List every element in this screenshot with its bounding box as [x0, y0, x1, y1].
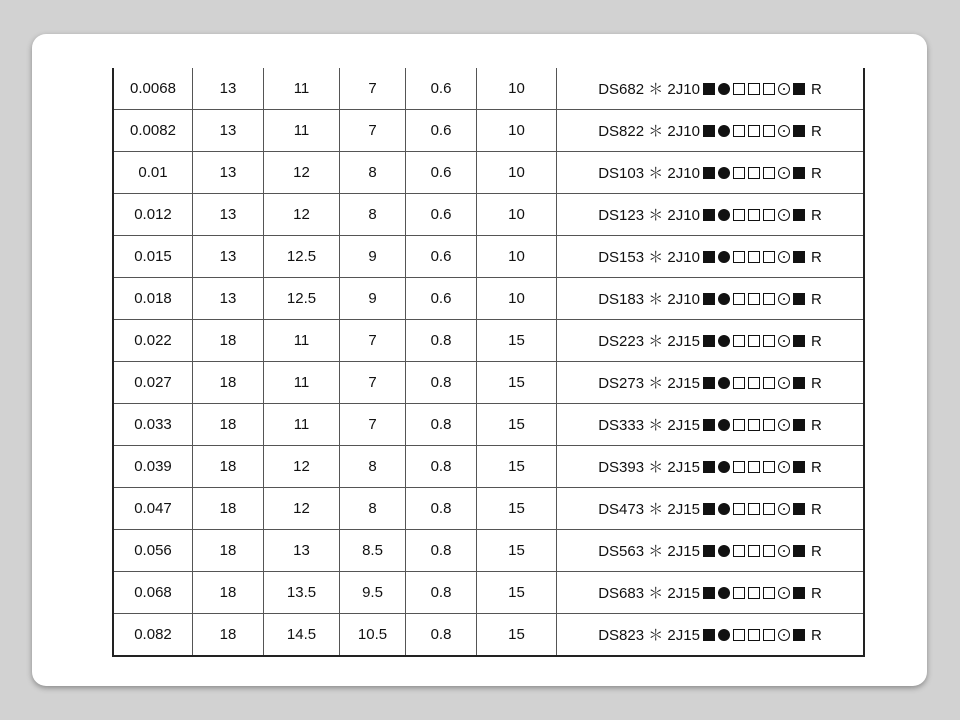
dimension-cell: 13	[264, 530, 340, 572]
dimension-cell: 11	[264, 362, 340, 404]
capacitance-cell: 0.0082	[113, 110, 193, 152]
part-code-cell	[557, 110, 865, 152]
empty-square-icon	[748, 377, 760, 389]
dimension-cell: 11	[264, 110, 340, 152]
part-code-cell	[557, 320, 865, 362]
part-code-text: DS393 ＊ 2J15	[598, 459, 700, 476]
table-row	[113, 236, 864, 278]
part-code-text: DS473 ＊ 2J15	[598, 501, 700, 518]
empty-square-icon	[748, 167, 760, 179]
part-code-suffix: R	[810, 627, 822, 644]
filled-square-icon	[793, 125, 805, 137]
empty-square-icon	[763, 83, 775, 95]
dimension-cell: 10	[477, 278, 557, 320]
empty-square-icon	[763, 167, 775, 179]
table-row	[113, 362, 864, 404]
dotted-circle-icon	[778, 335, 790, 347]
part-code-cell	[557, 278, 865, 320]
dimension-cell: 12.5	[264, 278, 340, 320]
dimension-cell: 12	[264, 446, 340, 488]
part-code-text: DS223 ＊ 2J15	[598, 333, 700, 350]
filled-square-icon	[703, 461, 715, 473]
dimension-cell: 8	[340, 152, 406, 194]
filled-circle-icon	[718, 335, 730, 347]
part-code-text: DS103 ＊ 2J10	[598, 165, 700, 182]
empty-square-icon	[733, 545, 745, 557]
filled-circle-icon	[718, 587, 730, 599]
filled-circle-icon	[718, 461, 730, 473]
dimension-cell: 18	[193, 614, 264, 657]
empty-square-icon	[733, 461, 745, 473]
empty-square-icon	[748, 629, 760, 641]
part-code-suffix: R	[810, 543, 822, 560]
dimension-cell: 10	[477, 152, 557, 194]
part-code-cell	[557, 530, 865, 572]
filled-circle-icon	[718, 629, 730, 641]
part-code-suffix: R	[810, 165, 822, 182]
part-code-text: DS823 ＊ 2J15	[598, 627, 700, 644]
dimension-cell: 7	[340, 320, 406, 362]
dimension-cell: 0.6	[406, 194, 477, 236]
spec-table	[112, 68, 865, 657]
table-row	[113, 320, 864, 362]
dimension-cell: 13	[193, 152, 264, 194]
dimension-cell: 12.5	[264, 236, 340, 278]
part-code-text: DS822 ＊ 2J10	[598, 123, 700, 140]
filled-circle-icon	[718, 377, 730, 389]
dimension-cell: 8	[340, 194, 406, 236]
dotted-circle-icon	[778, 503, 790, 515]
empty-square-icon	[763, 461, 775, 473]
dimension-cell: 0.6	[406, 68, 477, 110]
table-row	[113, 488, 864, 530]
table-row	[113, 152, 864, 194]
empty-square-icon	[763, 209, 775, 221]
empty-square-icon	[763, 251, 775, 263]
filled-circle-icon	[718, 293, 730, 305]
part-code-suffix: R	[810, 585, 822, 602]
dimension-cell: 15	[477, 362, 557, 404]
filled-square-icon	[703, 503, 715, 515]
empty-square-icon	[748, 335, 760, 347]
empty-square-icon	[763, 503, 775, 515]
capacitance-cell: 0.027	[113, 362, 193, 404]
part-code-cell	[557, 236, 865, 278]
part-code-cell	[557, 488, 865, 530]
part-code-cell	[557, 572, 865, 614]
empty-square-icon	[763, 377, 775, 389]
dimension-cell: 0.8	[406, 404, 477, 446]
empty-square-icon	[748, 503, 760, 515]
capacitance-cell: 0.039	[113, 446, 193, 488]
dimension-cell: 13	[193, 194, 264, 236]
dimension-cell: 0.8	[406, 446, 477, 488]
dimension-cell: 0.8	[406, 362, 477, 404]
dimension-cell: 10	[477, 194, 557, 236]
part-code-text: DS682 ＊ 2J10	[598, 81, 700, 98]
filled-square-icon	[703, 209, 715, 221]
filled-square-icon	[793, 461, 805, 473]
capacitance-cell: 0.047	[113, 488, 193, 530]
dotted-circle-icon	[778, 293, 790, 305]
dimension-cell: 13	[193, 68, 264, 110]
filled-circle-icon	[718, 419, 730, 431]
dimension-cell: 0.8	[406, 320, 477, 362]
filled-square-icon	[703, 167, 715, 179]
empty-square-icon	[748, 419, 760, 431]
table-row	[113, 530, 864, 572]
filled-circle-icon	[718, 83, 730, 95]
capacitance-cell: 0.082	[113, 614, 193, 657]
dotted-circle-icon	[778, 251, 790, 263]
empty-square-icon	[733, 629, 745, 641]
dimension-cell: 10	[477, 110, 557, 152]
dotted-circle-icon	[778, 545, 790, 557]
dimension-cell: 8.5	[340, 530, 406, 572]
filled-circle-icon	[718, 209, 730, 221]
table-row	[113, 446, 864, 488]
dimension-cell: 12	[264, 488, 340, 530]
part-code-text: DS153 ＊ 2J10	[598, 249, 700, 266]
dimension-cell: 10	[477, 68, 557, 110]
empty-square-icon	[733, 377, 745, 389]
filled-square-icon	[793, 335, 805, 347]
filled-square-icon	[703, 377, 715, 389]
part-code-text: DS183 ＊ 2J10	[598, 291, 700, 308]
empty-square-icon	[748, 293, 760, 305]
table-row	[113, 194, 864, 236]
part-code-text: DS683 ＊ 2J15	[598, 585, 700, 602]
filled-square-icon	[793, 419, 805, 431]
empty-square-icon	[748, 251, 760, 263]
dotted-circle-icon	[778, 125, 790, 137]
capacitance-cell: 0.01	[113, 152, 193, 194]
empty-square-icon	[763, 335, 775, 347]
dimension-cell: 13.5	[264, 572, 340, 614]
dotted-circle-icon	[778, 83, 790, 95]
empty-square-icon	[748, 587, 760, 599]
part-code-cell	[557, 362, 865, 404]
empty-square-icon	[733, 419, 745, 431]
spec-table-body	[113, 68, 864, 656]
empty-square-icon	[733, 587, 745, 599]
filled-square-icon	[793, 503, 805, 515]
part-code-suffix: R	[810, 459, 822, 476]
dimension-cell: 11	[264, 320, 340, 362]
filled-square-icon	[703, 587, 715, 599]
dimension-cell: 9	[340, 236, 406, 278]
part-code-suffix: R	[810, 81, 822, 98]
dimension-cell: 10	[477, 236, 557, 278]
dimension-cell: 0.6	[406, 152, 477, 194]
filled-square-icon	[703, 545, 715, 557]
filled-square-icon	[793, 587, 805, 599]
filled-circle-icon	[718, 125, 730, 137]
part-code-suffix: R	[810, 333, 822, 350]
capacitance-cell: 0.033	[113, 404, 193, 446]
dimension-cell: 18	[193, 404, 264, 446]
empty-square-icon	[748, 545, 760, 557]
table-row	[113, 278, 864, 320]
part-code-suffix: R	[810, 249, 822, 266]
dimension-cell: 13	[193, 236, 264, 278]
dimension-cell: 18	[193, 572, 264, 614]
part-code-cell	[557, 68, 865, 110]
dimension-cell: 7	[340, 110, 406, 152]
dimension-cell: 15	[477, 446, 557, 488]
empty-square-icon	[733, 251, 745, 263]
empty-square-icon	[733, 335, 745, 347]
dotted-circle-icon	[778, 587, 790, 599]
empty-square-icon	[763, 545, 775, 557]
part-code-text: DS123 ＊ 2J10	[598, 207, 700, 224]
empty-square-icon	[733, 209, 745, 221]
part-code-suffix: R	[810, 417, 822, 434]
part-code-text: DS273 ＊ 2J15	[598, 375, 700, 392]
dimension-cell: 9.5	[340, 572, 406, 614]
capacitance-cell: 0.022	[113, 320, 193, 362]
dimension-cell: 11	[264, 404, 340, 446]
filled-square-icon	[793, 629, 805, 641]
dimension-cell: 18	[193, 488, 264, 530]
table-row	[113, 614, 864, 657]
part-code-cell	[557, 446, 865, 488]
table-row	[113, 404, 864, 446]
dimension-cell: 0.6	[406, 110, 477, 152]
empty-square-icon	[733, 293, 745, 305]
dimension-cell: 8	[340, 488, 406, 530]
filled-square-icon	[793, 545, 805, 557]
dimension-cell: 18	[193, 446, 264, 488]
part-code-text: DS563 ＊ 2J15	[598, 543, 700, 560]
part-code-suffix: R	[810, 123, 822, 140]
empty-square-icon	[748, 125, 760, 137]
dimension-cell: 15	[477, 530, 557, 572]
part-code-suffix: R	[810, 291, 822, 308]
dotted-circle-icon	[778, 209, 790, 221]
dimension-cell: 0.8	[406, 614, 477, 657]
capacitance-cell: 0.0068	[130, 80, 176, 97]
table-row	[113, 572, 864, 614]
dimension-cell: 18	[193, 320, 264, 362]
dimension-cell: 15	[477, 488, 557, 530]
dimension-cell: 18	[193, 362, 264, 404]
dotted-circle-icon	[778, 167, 790, 179]
filled-square-icon	[793, 209, 805, 221]
part-code-suffix: R	[810, 501, 822, 518]
filled-square-icon	[703, 293, 715, 305]
filled-circle-icon	[718, 167, 730, 179]
part-code-cell	[557, 152, 865, 194]
dimension-cell: 15	[477, 320, 557, 362]
empty-square-icon	[733, 503, 745, 515]
dimension-cell: 13	[193, 110, 264, 152]
dimension-cell: 13	[193, 278, 264, 320]
filled-square-icon	[793, 377, 805, 389]
table-row	[113, 110, 864, 152]
dotted-circle-icon	[778, 461, 790, 473]
part-code-cell	[557, 404, 865, 446]
filled-square-icon	[703, 419, 715, 431]
empty-square-icon	[763, 587, 775, 599]
filled-square-icon	[703, 629, 715, 641]
empty-square-icon	[748, 209, 760, 221]
part-code-text: DS333 ＊ 2J15	[598, 417, 700, 434]
empty-square-icon	[748, 461, 760, 473]
dimension-cell: 7	[340, 68, 406, 110]
dimension-cell: 9	[340, 278, 406, 320]
empty-square-icon	[733, 83, 745, 95]
dimension-cell: 0.8	[406, 488, 477, 530]
empty-square-icon	[763, 629, 775, 641]
filled-circle-icon	[718, 503, 730, 515]
capacitance-cell: 0.015	[113, 236, 193, 278]
filled-square-icon	[793, 251, 805, 263]
dimension-cell: 15	[477, 614, 557, 657]
empty-square-icon	[733, 167, 745, 179]
capacitance-cell: 0.012	[113, 194, 193, 236]
dimension-cell: 15	[477, 404, 557, 446]
dotted-circle-icon	[778, 629, 790, 641]
dimension-cell: 8	[340, 446, 406, 488]
empty-square-icon	[763, 293, 775, 305]
part-code-cell	[557, 194, 865, 236]
dimension-cell: 12	[264, 152, 340, 194]
capacitance-cell: 0.068	[113, 572, 193, 614]
dimension-cell: 11	[264, 68, 340, 110]
filled-square-icon	[703, 335, 715, 347]
dimension-cell: 0.6	[406, 236, 477, 278]
filled-square-icon	[793, 83, 805, 95]
dotted-circle-icon	[778, 419, 790, 431]
filled-circle-icon	[718, 251, 730, 263]
filled-square-icon	[703, 251, 715, 263]
empty-square-icon	[763, 419, 775, 431]
empty-square-icon	[733, 125, 745, 137]
filled-square-icon	[793, 293, 805, 305]
dimension-cell: 18	[193, 530, 264, 572]
filled-circle-icon	[718, 545, 730, 557]
filled-square-icon	[793, 167, 805, 179]
dimension-cell: 0.8	[406, 530, 477, 572]
dotted-circle-icon	[778, 377, 790, 389]
part-code-suffix: R	[810, 375, 822, 392]
dimension-cell: 14.5	[264, 614, 340, 657]
capacitance-cell: 0.018	[113, 278, 193, 320]
dimension-cell: 12	[264, 194, 340, 236]
filled-square-icon	[703, 83, 715, 95]
dimension-cell: 7	[340, 404, 406, 446]
part-code-cell	[557, 614, 865, 657]
empty-square-icon	[763, 125, 775, 137]
part-code-suffix: R	[810, 207, 822, 224]
dimension-cell: 15	[477, 572, 557, 614]
dimension-cell: 10.5	[340, 614, 406, 657]
dimension-cell: 0.8	[406, 572, 477, 614]
table-row	[113, 68, 864, 110]
empty-square-icon	[748, 83, 760, 95]
filled-square-icon	[703, 125, 715, 137]
dimension-cell: 7	[340, 362, 406, 404]
capacitance-cell: 0.056	[113, 530, 193, 572]
dimension-cell: 0.6	[406, 278, 477, 320]
